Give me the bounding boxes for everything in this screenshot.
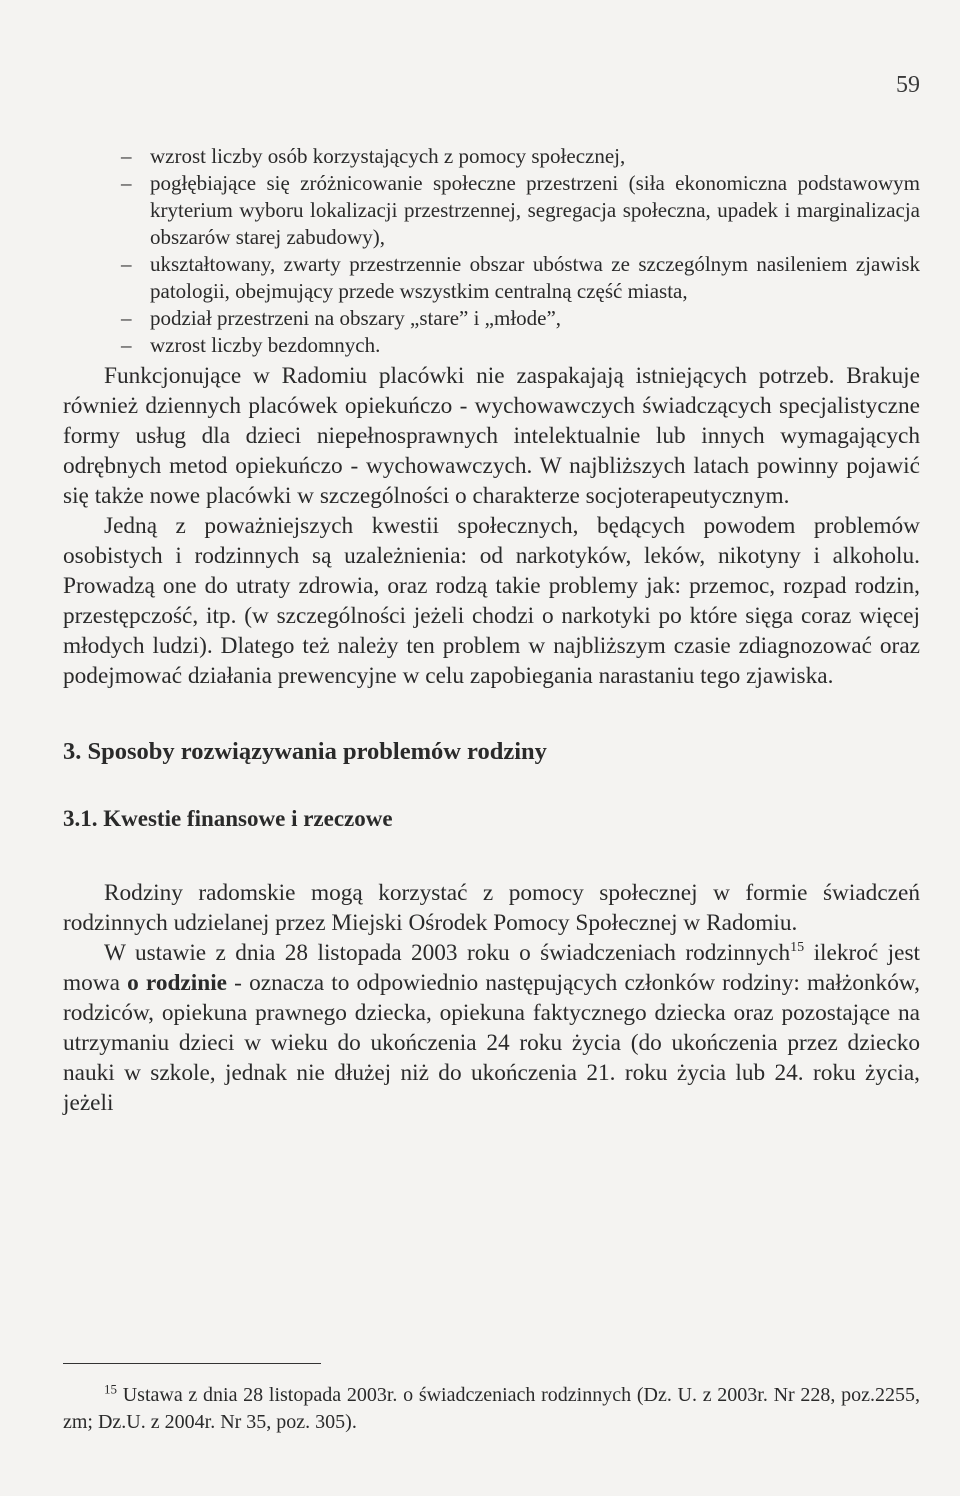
paragraph-facilities: Funkcjonujące w Radomiu placówki nie zaspakajają istniejących potrzeb. Brakuje również dziennych placówek opiekuńczo - wychowawczych świadczących specjalistyczne formy usług dla dzieci niepełnosprawnych intelektualnie lub innych wymagających odrębnych metod opiekuńczo - wychowawczych. W najbliższych latach powinny pojawić się także nowe placówki w szczególności o charakterze socjoterapeutycznym. bbox=[63, 363, 920, 509]
footnote-text: Ustawa z dnia 28 listopada 2003r. o świadczeniach rodzinnych (Dz. U. z 2003r. Nr 228, poz.2255, zm; Dz.U. z 2004r. Nr 35, poz. 305). bbox=[63, 1384, 920, 1433]
list-item-text: podział przestrzeni na obszary „stare” i „młode”, bbox=[150, 306, 562, 330]
list-item-text: pogłębiające się zróżnicowanie społeczne przestrzeni (siła ekonomiczna podstawowym kryterium wyboru lokalizacji przestrzennej, segregacja społeczna, upadek i marginalizacja obszarów starej zabudowy), bbox=[150, 171, 920, 249]
section-heading: 3. Sposoby rozwiązywania problemów rodziny bbox=[63, 738, 547, 765]
paragraph-addictions: Jedną z poważniejszych kwestii społecznych, będących powodem problemów osobistych i rodzinnych są uzależnienia: od narkotyków, leków, nikotyny i alkoholu. Prowadzą one do utraty zdrowia, oraz rodzą takie problemy jak: przemoc, rozpad rodzin, przestępczość, itp. (w szczególności jeżeli chodzi o narkotyki po które sięga coraz więcej młodych ludzi). Dlatego też należy ten problem w najbliższym czasie zdiagnozować oraz podejmować działania prewencyjne w celu zapobiegania narastaniu tego zjawiska. bbox=[63, 513, 920, 689]
bullet-list bbox=[63, 143, 920, 359]
bullet-dash: – bbox=[121, 171, 132, 195]
list-item bbox=[63, 305, 920, 332]
paragraph-family-benefits: Rodziny radomskie mogą korzystać z pomocy społecznej w formie świadczeń rodzinnych udzielanej przez Miejski Ośrodek Pomocy Społecznej w Radomiu. bbox=[63, 880, 920, 936]
paragraph-family-definition bbox=[63, 938, 920, 1118]
footnote-reference[interactable]: 15 bbox=[790, 940, 805, 956]
footnote bbox=[63, 1382, 920, 1436]
paragraph-text: - oznacza to odpowiednio następujących członków rodziny: małżonków, rodziców, opiekuna prawnego dziecka, opiekuna faktycznego dziecka oraz pozostające na utrzymaniu dzieci w wieku do ukończenia 24 roku życia (do ukończenia przez dziecko nauki w szkole, jednak nie dłużej niż do ukończenia 21. roku życia lub 24. roku życia, jeżeli bbox=[63, 970, 920, 1116]
page-number: 59 bbox=[896, 72, 920, 98]
bullet-dash: – bbox=[121, 306, 132, 330]
footnote-divider bbox=[63, 1363, 321, 1364]
list-item bbox=[63, 251, 920, 305]
footnote-number: 15 bbox=[104, 1381, 117, 1397]
list-item-text: wzrost liczby bezdomnych. bbox=[150, 333, 381, 357]
bullet-dash: – bbox=[121, 333, 132, 357]
page-content bbox=[63, 143, 920, 1118]
list-item-text: wzrost liczby osób korzystających z pomocy społecznej, bbox=[150, 144, 626, 168]
subsection-heading: 3.1. Kwestie finansowe i rzeczowe bbox=[63, 806, 393, 831]
list-item-text: ukształtowany, zwarty przestrzennie obszar ubóstwa ze szczególnym nasileniem zjawisk patologii, obejmujący przede wszystkim centralną część miasta, bbox=[150, 252, 920, 303]
list-item bbox=[63, 170, 920, 251]
paragraph-text: W ustawie z dnia 28 listopada 2003 roku o świadczeniach rodzinnych bbox=[104, 940, 791, 966]
bullet-dash: – bbox=[121, 144, 132, 168]
paragraph-text: ilekroć jest mowa bbox=[63, 940, 921, 996]
bold-term: o rodzinie bbox=[127, 970, 228, 996]
list-item bbox=[63, 332, 920, 359]
list-item bbox=[63, 143, 920, 170]
bullet-dash: – bbox=[121, 252, 132, 276]
